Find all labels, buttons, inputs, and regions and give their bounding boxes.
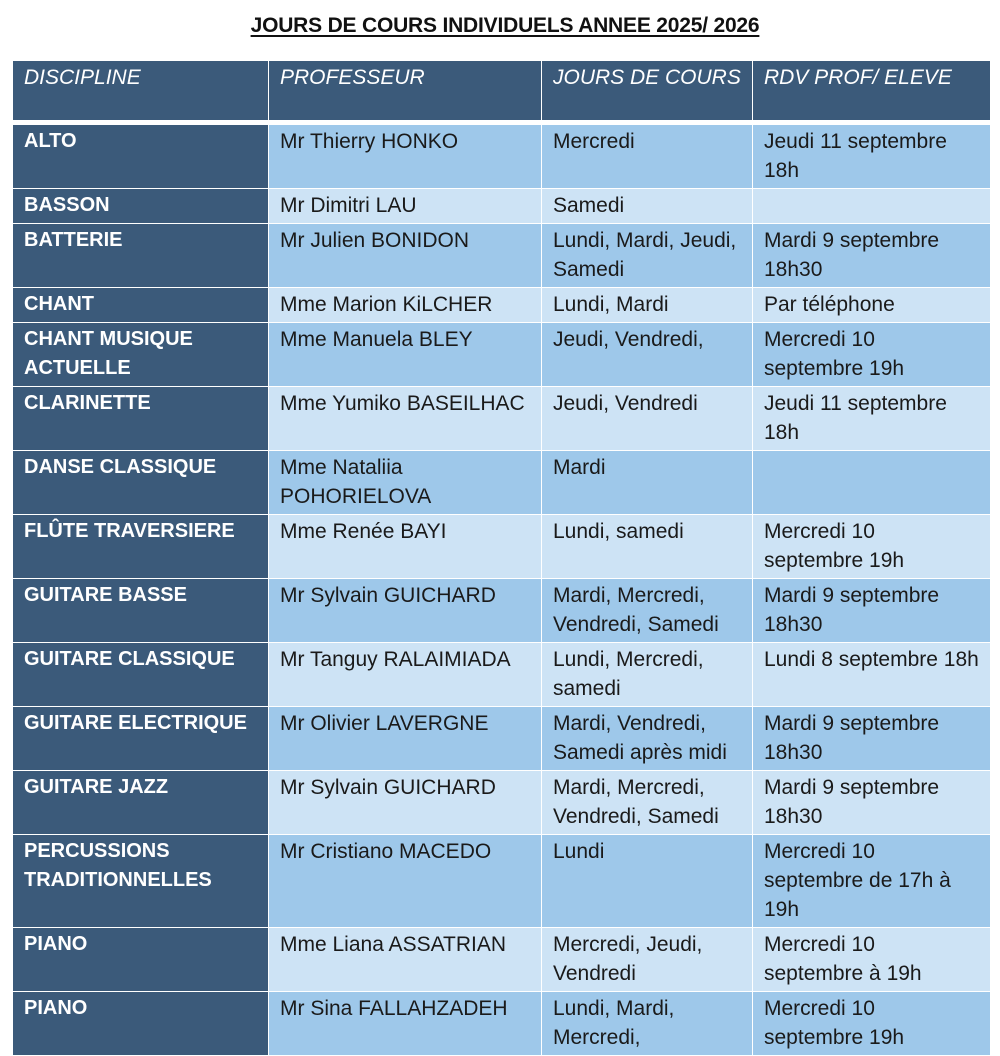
cell-professeur: Mr Sina FALLAHZADEH <box>269 992 542 1056</box>
cell-professeur: Mme Manuela BLEY <box>269 323 542 387</box>
cell-professeur: Mme Yumiko BASEILHAC <box>269 387 542 451</box>
cell-jours: Mardi <box>542 451 753 515</box>
cell-professeur: Mr Dimitri LAU <box>269 189 542 224</box>
cell-jours: Lundi, samedi <box>542 515 753 579</box>
header-row <box>13 61 991 123</box>
header-rdv: RDV PROF/ ELEVE <box>753 61 991 123</box>
table-row <box>13 643 991 707</box>
cell-jours: Lundi, Mardi, Jeudi, Samedi <box>542 224 753 288</box>
cell-rdv: Jeudi 11 septembre 18h <box>753 387 991 451</box>
cell-professeur: Mr Olivier LAVERGNE <box>269 707 542 771</box>
cell-professeur: Mme Marion KiLCHER <box>269 288 542 323</box>
cell-jours: Mercredi, Jeudi, Vendredi <box>542 928 753 992</box>
cell-rdv: Mercredi 10 septembre 19h <box>753 992 991 1056</box>
cell-jours: Lundi, Mercredi, samedi <box>542 643 753 707</box>
cell-jours: Lundi <box>542 835 753 928</box>
cell-rdv: Par téléphone <box>753 288 991 323</box>
cell-discipline: CHANT MUSIQUE ACTUELLE <box>13 323 269 387</box>
cell-rdv: Mercredi 10 septembre à 19h <box>753 928 991 992</box>
cell-discipline: CHANT <box>13 288 269 323</box>
cell-professeur: Mme Nataliia POHORIELOVA <box>269 451 542 515</box>
cell-jours: Samedi <box>542 189 753 224</box>
cell-jours: Mardi, Mercredi, Vendredi, Samedi <box>542 771 753 835</box>
page-title: JOURS DE COURS INDIVIDUELS ANNEE 2025/ 2026 <box>250 14 760 37</box>
table-row <box>13 515 991 579</box>
table-row <box>13 387 991 451</box>
cell-discipline: PIANO <box>13 928 269 992</box>
cell-rdv: Lundi 8 septembre 18h <box>753 643 991 707</box>
cell-rdv: Mardi 9 septembre 18h30 <box>753 224 991 288</box>
cell-professeur: Mr Sylvain GUICHARD <box>269 579 542 643</box>
cell-discipline: GUITARE CLASSIQUE <box>13 643 269 707</box>
table-row <box>13 707 991 771</box>
cell-discipline: GUITARE BASSE <box>13 579 269 643</box>
header-professeur: PROFESSEUR <box>269 61 542 123</box>
cell-discipline: BASSON <box>13 189 269 224</box>
cell-rdv: Mercredi 10 septembre 19h <box>753 323 991 387</box>
table-row <box>13 579 991 643</box>
cell-discipline: FLÛTE TRAVERSIERE <box>13 515 269 579</box>
cell-discipline: ALTO <box>13 123 269 189</box>
cell-discipline: CLARINETTE <box>13 387 269 451</box>
cell-rdv: Mardi 9 septembre 18h30 <box>753 771 991 835</box>
cell-jours: Jeudi, Vendredi <box>542 387 753 451</box>
cell-professeur: Mr Thierry HONKO <box>269 123 542 189</box>
table-row <box>13 992 991 1056</box>
cell-discipline: GUITARE ELECTRIQUE <box>13 707 269 771</box>
cell-discipline: PERCUSSIONS TRADITIONNELLES <box>13 835 269 928</box>
table-row <box>13 835 991 928</box>
table-row <box>13 928 991 992</box>
cell-rdv <box>753 451 991 515</box>
cell-professeur: Mme Liana ASSATRIAN <box>269 928 542 992</box>
header-discipline: DISCIPLINE <box>13 61 269 123</box>
cell-professeur: Mr Cristiano MACEDO <box>269 835 542 928</box>
cell-professeur: Mme Renée BAYI <box>269 515 542 579</box>
cell-jours: Mardi, Mercredi, Vendredi, Samedi <box>542 579 753 643</box>
table-row <box>13 123 991 189</box>
cell-professeur: Mr Julien BONIDON <box>269 224 542 288</box>
cell-jours: Lundi, Mardi <box>542 288 753 323</box>
cell-jours: Lundi, Mardi, Mercredi, <box>542 992 753 1056</box>
table-row <box>13 323 991 387</box>
cell-rdv: Mardi 9 septembre 18h30 <box>753 579 991 643</box>
cell-discipline: GUITARE JAZZ <box>13 771 269 835</box>
cell-professeur: Mr Tanguy RALAIMIADA <box>269 643 542 707</box>
cell-rdv: Mercredi 10 septembre 19h <box>753 515 991 579</box>
table-row <box>13 189 991 224</box>
table-row <box>13 288 991 323</box>
cell-jours: Mercredi <box>542 123 753 189</box>
cell-rdv <box>753 189 991 224</box>
schedule-table <box>12 60 991 1056</box>
table-row <box>13 224 991 288</box>
table-row <box>13 771 991 835</box>
table-row <box>13 451 991 515</box>
header-jours: JOURS DE COURS <box>542 61 753 123</box>
cell-rdv: Mercredi 10 septembre de 17h à 19h <box>753 835 991 928</box>
cell-discipline: PIANO <box>13 992 269 1056</box>
cell-rdv: Jeudi 11 septembre 18h <box>753 123 991 189</box>
table-body <box>13 123 991 1056</box>
cell-discipline: BATTERIE <box>13 224 269 288</box>
cell-jours: Jeudi, Vendredi, <box>542 323 753 387</box>
cell-professeur: Mr Sylvain GUICHARD <box>269 771 542 835</box>
cell-discipline: DANSE CLASSIQUE <box>13 451 269 515</box>
cell-jours: Mardi, Vendredi, Samedi après midi <box>542 707 753 771</box>
cell-rdv: Mardi 9 septembre 18h30 <box>753 707 991 771</box>
